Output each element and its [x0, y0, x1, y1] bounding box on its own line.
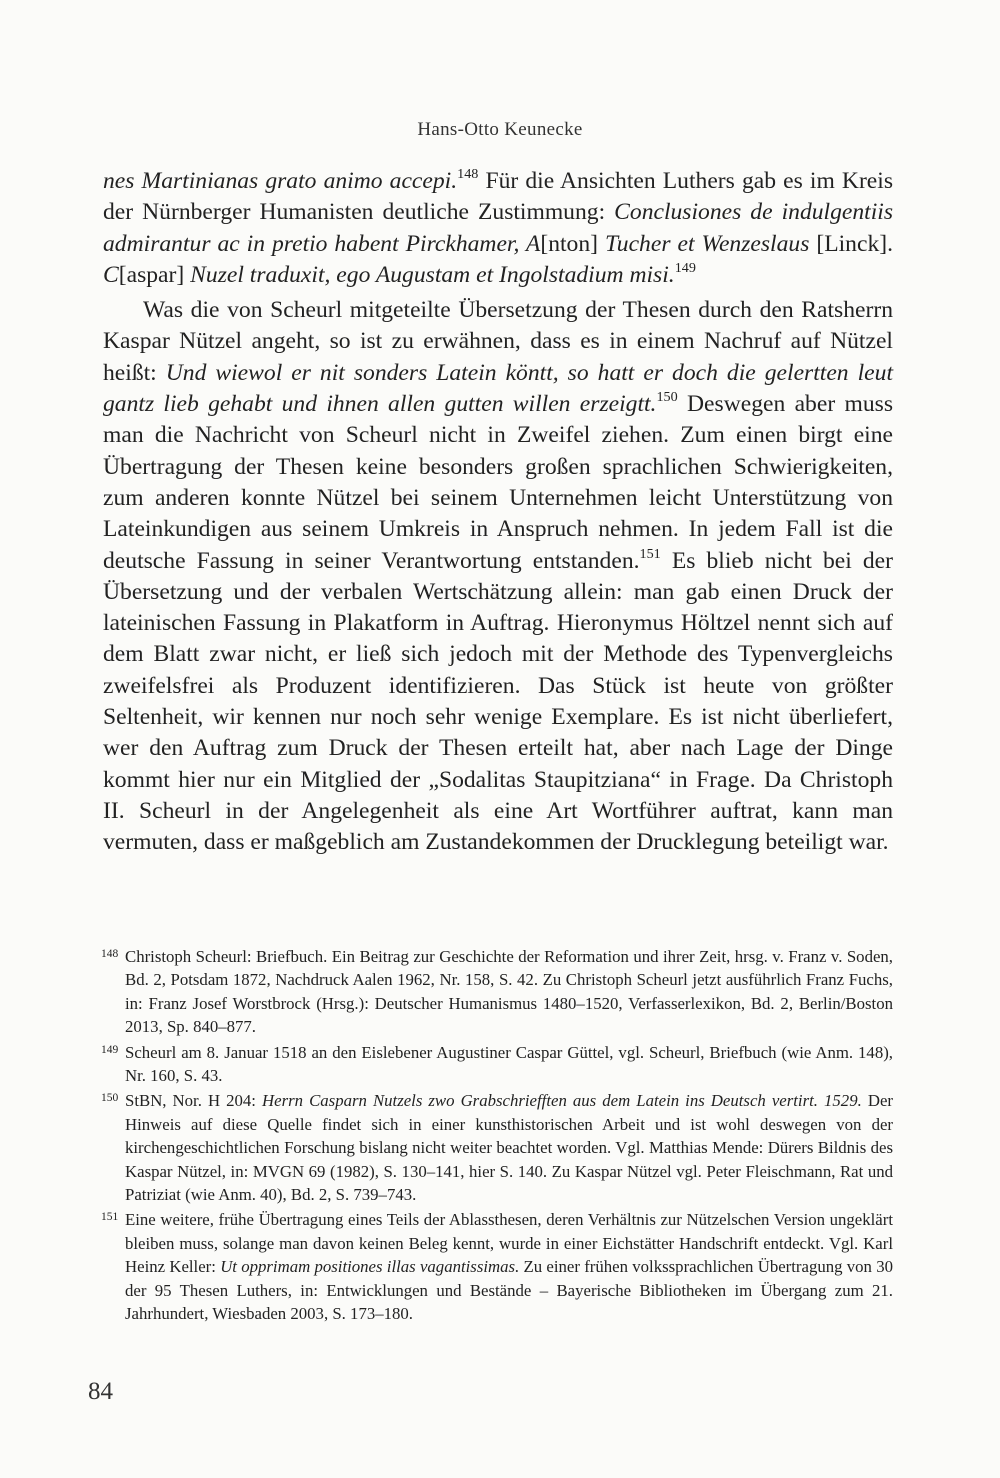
footnote-number: 148	[101, 948, 119, 960]
footnote-151: 151 Eine weitere, frühe Übertragung eines Teils der Ablassthesen, deren Verhältnis zur Nützelschen Version ungeklärt bleiben muss, solange man davon keinen Beleg kennt, wurde in einer Eichstätter Handschrift entdeckt. Vgl. Karl Heinz Keller: Ut opprimam positiones illas vagantissimas. Zu einer frühen volkssprachlichen Übertragung von 30 der 95 Thesen Luthers, in: Entwicklungen und Bestände – Bayerische Bibliotheken im Übergang zum 21. Jahrhundert, Wiesbaden 2003, S. 173–180.	[103, 1208, 893, 1325]
footnote-number: 151	[101, 1211, 119, 1224]
footnote-number: 149	[101, 1043, 119, 1056]
footnotes	[103, 945, 893, 1328]
main-text	[103, 166, 893, 859]
running-head: Hans-Otto Keunecke	[417, 119, 583, 140]
footnote-number: 150	[101, 1092, 119, 1105]
footnote-ref-149[interactable]: 149	[674, 259, 696, 276]
footnote-150: 150 StBN, Nor. H 204: Herrn Casparn Nutzels zwo Grabschriefften aus dem Latein ins Deutsch vertirt. 1529. Der Hinweis auf diese Quelle findet sich in einer kunsthistorischen Arbeit und ist wohl deswegen von der kirchengeschichtlichen Forschung bislang nicht weiter beachtet worden. Vgl. Matthias Mende: Dürers Bildnis des Kaspar Nützel, in: MVGN 69 (1982), S. 130–141, hier S. 140. Zu Kaspar Nützel vgl. Peter Fleischmann, Rat und Patriziat (wie Anm. 40), Bd. 2, S. 739–743.	[103, 1089, 893, 1206]
paragraph-2: Was die von Scheurl mitgeteilte Übersetzung der Thesen durch den Ratsherrn Kaspar Nützel angeht, so ist zu erwähnen, dass es in einem Nachruf auf Nützel heißt: Und wiewol er nit sonders Latein köntt, so hatt er doch die gelertten leut gantz lieb gehabt und ihnen allen gutten willen erzeigtt.$^{150}$ Deswegen aber muss man die Nachricht von Scheurl nicht in Zweifel ziehen. Zum einen birgt eine Übertragung der Thesen keine besonders großen sprachlichen Schwierigkeiten, zum anderen konnte Nützel bei seinem Unternehmen leicht Unterstützung von Lateinkundigen aus seinem Umkreis in Anspruch nehmen. In jedem Fall ist die deutsche Fassung in seiner Verantwortung entstanden.$^{151}$ Es blieb nicht bei der Übersetzung und der verbalen Wertschätzung allein: man gab einen Druck der lateinischen Fassung in Plakatform in Auftrag. Hieronymus Höltzel nennt sich auf dem Blatt zwar nicht, er ließ sich jedoch mit der Methode des Typenvergleichs zweifelsfrei als Produzent identifizieren. Das Stück ist heute von größter Seltenheit, wir kennen nur noch sehr wenige Exemplare. Es ist nicht überliefert, wer den Auftrag zum Druck der Thesen erteilt hat, aber nach Lage der Dinge kommt hier nur ein Mitglied der „Sodalitas Staupitziana“ in Frage. Da Christoph II. Scheurl in der Angelegenheit als eine Art Wortführer auftrat, kann man vermuten, dass er maßgeblich am Zustandekommen der Drucklegung beteiligt war.	[103, 297, 893, 856]
footnote-ref-148[interactable]: 148	[457, 166, 479, 183]
footnote-148: 148 Christoph Scheurl: Briefbuch. Ein Beitrag zur Geschichte der Reformation und ihrer Zeit, hrsg. v. Franz v. Soden, Bd. 2, Potsdam 1872, Nachdruck Aalen 1962, Nr. 158, S. 42. Zu Christoph Scheurl jetzt ausführlich Franz Fuchs, in: Franz Josef Worstbrock (Hrsg.): Deutscher Humanismus 1480–1520, Verfasserlexikon, Bd. 2, Berlin/Boston 2013, Sp. 840–877.	[103, 945, 893, 1039]
paragraph-1: nes Martinianas grato animo accepi.$^{148}$ Für die Ansichten Luthers gab es im Kreis der Nürnberger Humanisten deutliche Zustimmung: Conclusiones de indulgentiis admirantur ac in pretio habent Pirckhamer, A[nton] Tucher et Wenzeslaus [Linck]. C[aspar] Nuzel traduxit, ego Augustam et Ingolstadium misi.$^{149}$	[103, 166, 894, 288]
footnote-ref-150[interactable]: 150	[656, 389, 678, 406]
page-number: 84	[88, 1378, 113, 1405]
footnote-ref-151[interactable]: 151	[639, 545, 661, 562]
footnote-149: 149 Scheurl am 8. Januar 1518 an den Eislebener Augustiner Caspar Güttel, vgl. Scheurl, Briefbuch (wie Anm. 148), Nr. 160, S. 43.	[103, 1041, 893, 1088]
